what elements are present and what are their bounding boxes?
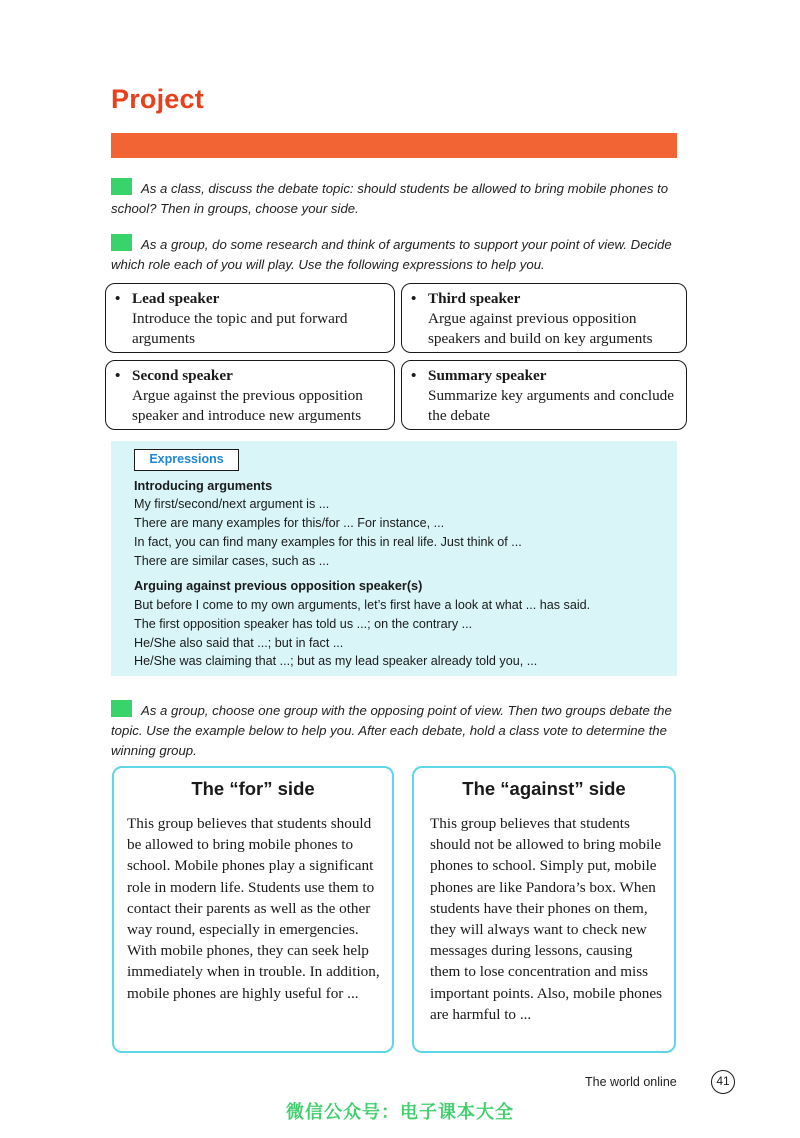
role-card-lead-speaker [105,283,395,353]
expression-line: In fact, you can find many examples for this in real life. Just think of ... [134,535,522,549]
expression-heading: Introducing arguments [134,479,273,493]
unit-title-footer: The world online [585,1075,677,1089]
task-marker-icon [111,700,132,717]
against-side-text: This group believes that students should not be allowed to bring mobile phones to school. Simply put, mobile phones are like Pandora’s box. When students have their phones on them, they will always want to check new messages during lessons, causing them to lose concentration and miss important points. Also, mobile phones are harmful to ... [430,815,663,1023]
for-side-card [112,766,394,1053]
against-side-card [412,766,676,1053]
role-description: Argue against the previous opposition speaker and introduce new arguments [132,387,363,424]
title-underline-bar [111,133,677,158]
expression-line: The first opposition speaker has told us ...; on the contrary ... [134,617,473,631]
for-side-text: This group believes that students should be allowed to bring mobile phones to school. Mobile phones play a significant role in modern life. Students use them to contact their parents as well as the other way round, especially in emergencies. With mobile phones, they can seek help immediately when in trouble. In addition, mobile phones are highly useful for ... [127,815,380,1002]
page-number: 41 [711,1070,735,1094]
expression-heading: Arguing against previous opposition speaker(s) [134,579,423,593]
expression-line: There are many examples for this/for ... For instance, ... [134,516,445,530]
expression-line: My first/second/next argument is ... [134,497,330,511]
task-marker-icon [111,178,132,195]
role-description: Argue against previous opposition speakers and build on key arguments [428,310,653,347]
role-title: Second speaker [132,367,233,384]
role-card-summary-speaker [401,360,687,430]
task-1-text: As a class, discuss the debate topic: should students be allowed to bring mobile phones to school? Then in groups, choose your side. [111,181,669,216]
role-title: Summary speaker [428,367,547,384]
role-card-third-speaker [401,283,687,353]
expression-line: He/She was claiming that ...; but as my lead speaker already told you, ... [134,654,538,668]
task-marker-icon [111,234,132,251]
bullet-icon: • [411,290,417,307]
expression-line: He/She also said that ...; but in fact ... [134,636,344,650]
task-3 [111,700,681,761]
bullet-icon: • [115,290,121,307]
bullet-icon: • [115,367,121,384]
expression-line: There are similar cases, such as ... [134,554,330,568]
expressions-tag: Expressions [134,449,239,471]
watermark: 微信公众号：电子课本大全 [286,1102,514,1122]
bullet-icon: • [411,367,417,384]
task-2-text: As a group, do some research and think of arguments to support your point of view. Decide which role each of you will play. Use the following expressions to help you. [111,237,672,272]
expression-line: But before I come to my own arguments, let’s first have a look at what ... has said. [134,598,591,612]
for-side-heading: The “for” side [191,778,315,799]
task-2 [111,234,681,275]
role-title: Third speaker [428,290,521,307]
role-card-second-speaker [105,360,395,430]
role-description: Introduce the topic and put forward arguments [132,310,348,347]
task-3-text: As a group, choose one group with the opposing point of view. Then two groups debate the topic. Use the example below to help you. After each debate, hold a class vote to determine the winning group. [111,703,672,758]
page-title: Project [111,84,204,114]
against-side-heading: The “against” side [462,778,626,799]
role-description: Summarize key arguments and conclude the debate [428,387,675,424]
role-title: Lead speaker [132,290,220,307]
task-1 [111,178,681,219]
